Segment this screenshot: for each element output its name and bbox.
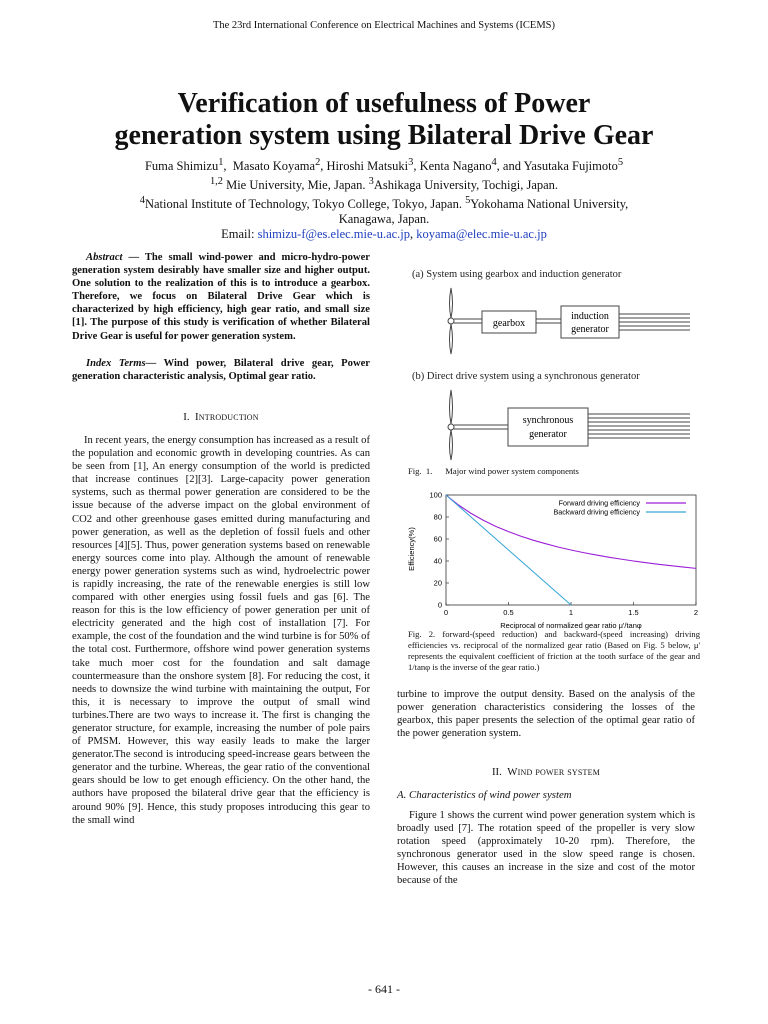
- efficiency-chart: [404, 487, 704, 637]
- email-link-2[interactable]: koyama@elec.mie-u.ac.jp: [416, 227, 547, 242]
- x-tick-label: 1.5: [628, 608, 639, 617]
- chart-y-axis-label: Efficiency(%): [407, 527, 416, 571]
- chart-legend: [553, 499, 686, 517]
- legend-label: Backward driving efficiency: [553, 507, 640, 517]
- x-tick-label: 0.5: [503, 608, 514, 617]
- induction-label-1: induction: [571, 311, 609, 322]
- figure-1-diagram: [404, 262, 704, 482]
- email-link-1[interactable]: shimizu-f@es.elec.mie-u.ac.jp: [257, 227, 411, 242]
- index-terms-text: — Wind power, Bilateral drive gear, Power generation characteristic analysis, Optimal gear ratio.: [72, 357, 370, 382]
- author-name: Masato Koyama: [232, 159, 316, 174]
- introduction-paragraph: In recent years, the energy consumption has increased as a result of the population and economic growth in developing countries. As can be seen from [1], An energy consumption of the world is predicted that increase continues [2][3]. Large-capacity power generation systems, such as thermal power generation are considered to be the issue because of the adverse impact on the global environment of CO2 and other greenhouse gases emitted during manufacturing and power generation, as well as the depletion of fossil fuels and other resources [4][5]. Thus, power generation systems based on renewable energy sources come into play. Although the amount of renewable energy power generation systems such as wind, hydroelectric power is rapidly increasing, the rate of the renewable energies is still low compared with other energies using fossil fuels and gas [6]. The reason for this is the low efficiency of power generation per unit of electricity generated and the high cost of installation [7]. For example, the cost of the foundation and the wind turbine is for 50% of the total cost. Furthermore, offshore wind power generation systems take much moer cost for the foundation and salt damage countermeasure than the onshore system [8]. For reducing the cost, it needs to downsize the wind turbine with maintaining the output, For this, it is necessary to improve the output of small wind turbines.There are two ways to increase it. The first is changing the generator structure, for example, increasing the number of pole pairs of PMSM. However, this way easily leads to make the larger generator.The second is introducing speed-increase gears between the generator and the turbine. Whereas, the gear ratio of the conventional gears should be low to get enough efficiency. On the other hand, the authors have proposed the bilateral drive gear that the efficiency is around 90% [9]. Hence, this study proposes introducing this gear to the small wind: [72, 434, 370, 826]
- y-tick-label: 100: [429, 490, 442, 500]
- subsection-a-paragraph: Figure 1 shows the current wind power generation system which is broadly used [7]. The rotation speed of the propeller is very slow rotation speed (approximately 10-20 rpm). Therefore, the synchronous generator used in the slow speed range is chosen. However, this causes an increase in the size and cost of the motor because of the: [397, 809, 695, 887]
- affiliation: Yokohama National University,: [470, 197, 629, 212]
- output-wires-b: [588, 414, 690, 438]
- affil-sup: 5: [465, 195, 471, 207]
- legend-label: Forward driving efficiency: [558, 498, 640, 508]
- affiliation: Ashikaga University, Tochigi, Japan.: [373, 178, 559, 193]
- index-terms: [72, 357, 370, 383]
- fig1-label-a: (a) System using gearbox and induction generator: [412, 269, 622, 280]
- title-line-2: generation system using Bilateral Drive Gear: [114, 120, 654, 151]
- abstract: [72, 251, 370, 343]
- author-block: [40, 155, 728, 242]
- subsection-heading-a: A. Characteristics of wind power system: [397, 789, 572, 802]
- induction-label-2: generator: [571, 324, 609, 335]
- author-name: Kenta Nagano: [419, 159, 492, 174]
- gearbox-label: gearbox: [492, 318, 526, 329]
- title-line-1: Verification of usefulness of Power: [177, 88, 591, 119]
- figure-1-caption: Fig. 1. Major wind power system components: [408, 466, 579, 476]
- affil-sup: 4: [139, 195, 145, 207]
- intro-continuation: turbine to improve the output density. Based on the analysis of the power generation characteristics considering the losses of the gearbox, this paper presents the selection of the optimal gear ratio of the power generation system.: [397, 689, 695, 740]
- synchronous-generator-box: [508, 408, 588, 446]
- conference-header: The 23rd International Conference on Electrical Machines and Systems (ICEMS): [212, 20, 556, 31]
- section-number: II.: [491, 766, 502, 779]
- y-tick-label: 20: [433, 578, 442, 588]
- affil-sup: 3: [368, 176, 374, 188]
- chart-x-axis-label: Reciprocal of normalized gear ratio μ'/tanφ: [500, 621, 642, 630]
- page-number: - 641 -: [368, 982, 400, 996]
- section-title: Wind power system: [507, 766, 601, 779]
- affiliation-line-2: [40, 193, 728, 212]
- y-tick-label: 0: [437, 600, 442, 610]
- author-sup: 4: [491, 157, 497, 168]
- affiliation: National Institute of Technology, Tokyo College, Tokyo, Japan.: [144, 197, 466, 212]
- abstract-label: Abstract: [86, 252, 123, 263]
- abstract-text: — The small wind-power and micro-hydro-power generation system desirably have smaller size and higher output. One solution to the realization of this is to introduce a gearbox. Therefore, we focus on Bilateral Drive Gear which is characterized by high efficiency, high gear ratio, and small size [1]. The purpose of this study is verification of whether Bilateral Drive Gear is useful for power generation system.: [72, 252, 370, 342]
- figure-2-caption: Fig. 2. forward-(speed reduction) and backward-(speed increasing) driving efficiencies vs. reciprocal of the normalized gear ratio (Based on Fig. 5 below, μ' represents the equivalent coefficient of friction at the tooth surface of the gear and 1/tanφ is the inverse of the gear ratio.): [408, 629, 700, 672]
- series-line-backward: [446, 495, 571, 605]
- paper-title: [40, 88, 728, 152]
- author-sup: 3: [408, 157, 414, 168]
- output-wires-a: [619, 314, 690, 330]
- y-tick-label: 80: [433, 512, 442, 522]
- section-title: Introduction: [194, 410, 259, 423]
- y-tick-label: 40: [433, 556, 442, 566]
- turbine-a-icon: [448, 288, 454, 354]
- section-heading-introduction: [72, 411, 370, 424]
- left-column: [72, 251, 370, 827]
- x-tick-label: 1: [568, 608, 574, 617]
- affiliation-line-3: Kanagawa, Japan.: [338, 212, 430, 227]
- author-sup: 2: [315, 157, 321, 168]
- x-tick-label: 2: [693, 608, 699, 617]
- right-column-text: [397, 688, 695, 887]
- x-tick-label: 0: [443, 608, 449, 617]
- author-name: Hiroshi Matsuki: [326, 159, 409, 174]
- index-terms-label: Index Terms: [86, 357, 146, 369]
- affiliation-line-1: [40, 174, 728, 193]
- author-names: Fuma Shimizu$^1$, Masato Koyama$^2$, Hiroshi Matsuki$^3$, Kenta Nagano$^4$, and Yasutaka Fujimoto$^5$: [144, 157, 624, 174]
- turbine-b-icon: [448, 390, 454, 460]
- email-line: [40, 227, 728, 242]
- author-sup: 1: [218, 157, 224, 168]
- email-label: Email:: [221, 227, 258, 242]
- sync-label-1: synchronous: [522, 415, 574, 426]
- section-number: I.: [183, 410, 190, 423]
- y-tick-label: 60: [433, 534, 442, 544]
- author-sup: 5: [617, 157, 624, 168]
- section-heading-wind-power: [397, 766, 695, 779]
- author-name: Yasutaka Fujimoto: [523, 159, 618, 174]
- author-name: Fuma Shimizu: [144, 159, 219, 174]
- fig1-label-b: (b) Direct drive system using a synchronous generator: [412, 371, 640, 382]
- sync-label-2: generator: [529, 429, 567, 440]
- email-separator: ,: [410, 227, 417, 242]
- affiliation: Mie University, Mie, Japan.: [222, 178, 369, 193]
- affil-sup: 1,2: [209, 176, 223, 188]
